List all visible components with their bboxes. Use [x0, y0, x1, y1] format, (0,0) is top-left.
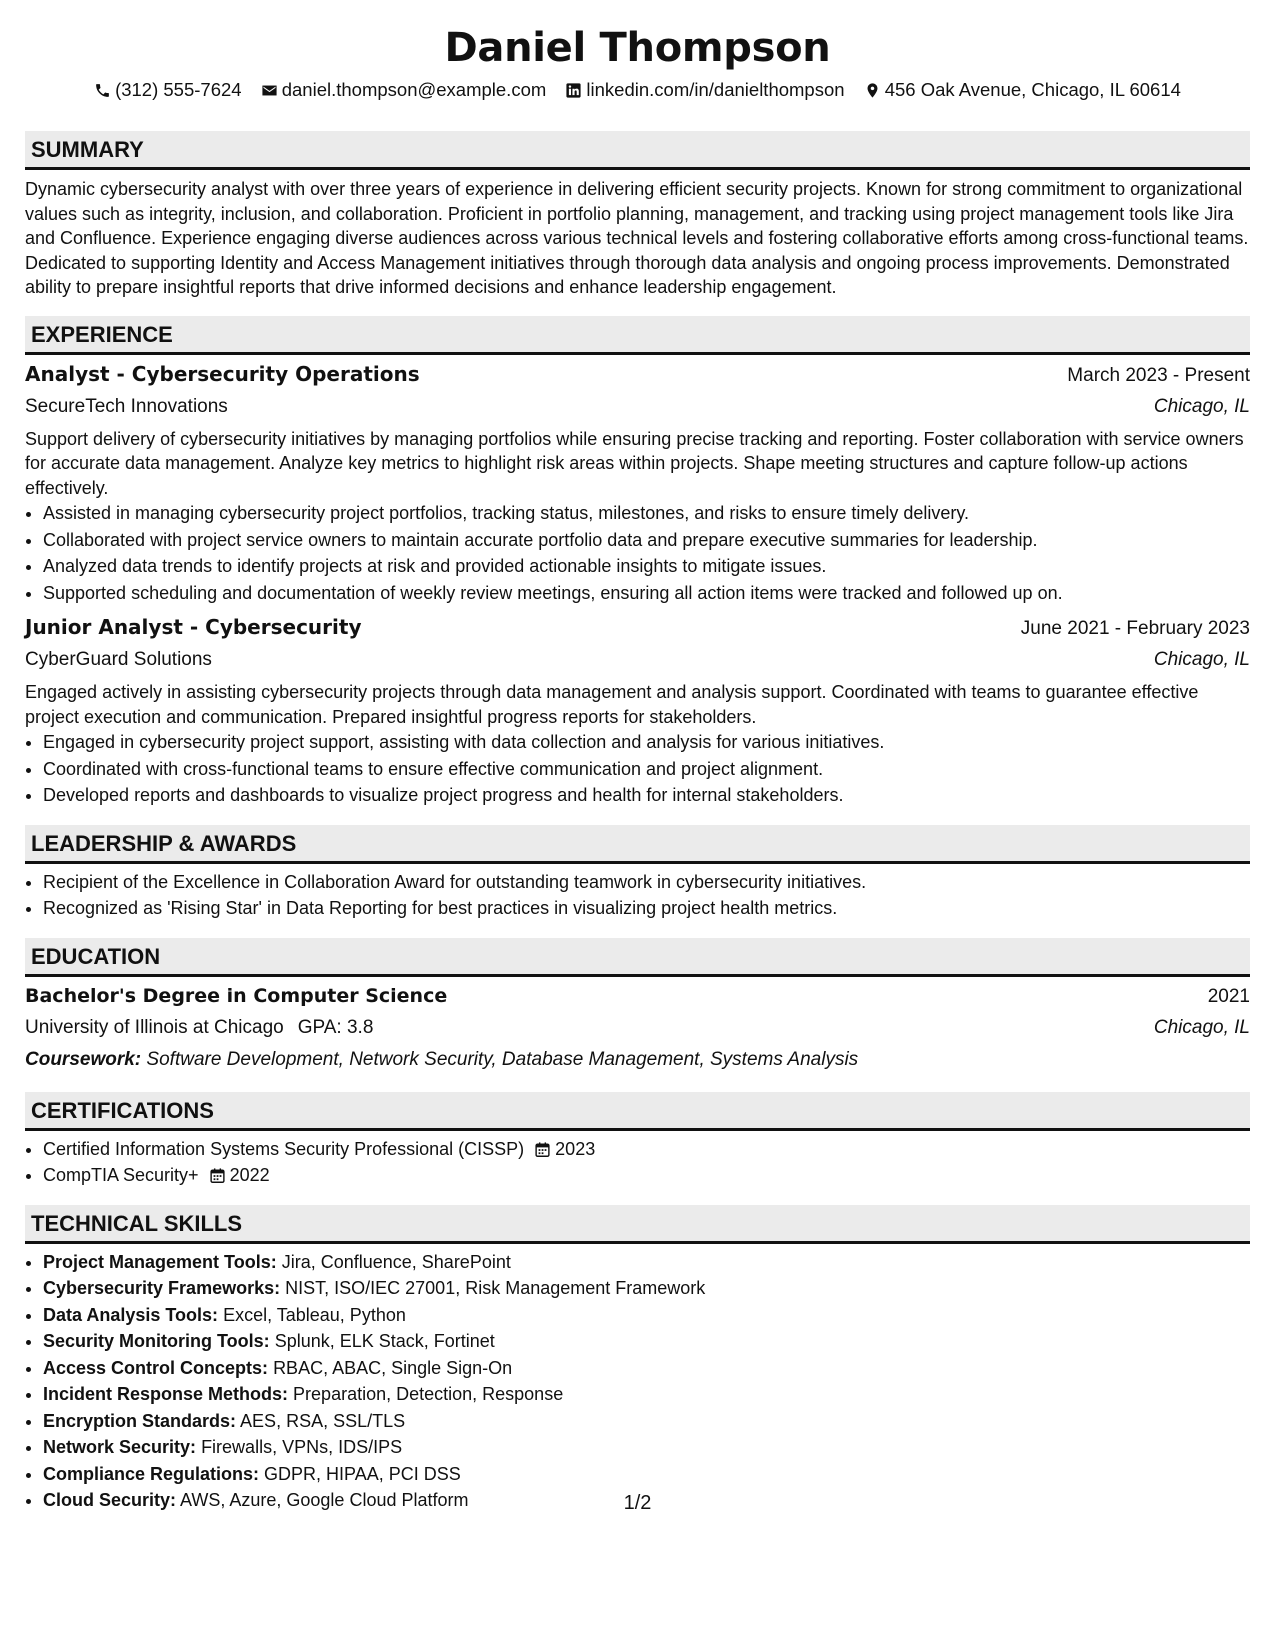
job-location: Chicago, IL: [1153, 649, 1250, 670]
job-title: Junior Analyst - Cybersecurity: [25, 615, 362, 639]
list-item: • Developed reports and dashboards to visualize project progress and health for internal stakeholders.: [43, 782, 1250, 809]
skill-label: Project Management Tools:: [43, 1251, 277, 1272]
section-heading-certifications: CERTIFICATIONS: [25, 1092, 1250, 1131]
job-entry: [25, 359, 1250, 607]
skills-list: [25, 1249, 1250, 1514]
skill-value: NIST, ISO/IEC 27001, Risk Management Framework: [285, 1278, 706, 1298]
certification-year: 2022: [229, 1165, 270, 1185]
page-number: 1/2: [623, 1492, 652, 1514]
contact-bar: [25, 78, 1250, 102]
section-heading-technical-skills: TECHNICAL SKILLS: [25, 1205, 1250, 1244]
job-company: SecureTech Innovations: [25, 395, 228, 417]
phone-text: (312) 555-7624: [115, 79, 242, 100]
job-title: Analyst - Cybersecurity Operations: [25, 361, 420, 386]
contact-phone[interactable]: [94, 78, 242, 102]
list-item: [43, 1162, 1250, 1189]
skill-label: Cybersecurity Frameworks:: [43, 1278, 281, 1298]
contact-email[interactable]: [261, 78, 547, 102]
envelope-icon: [261, 82, 278, 99]
list-item: • Engaged in cybersecurity project support, assisting with data collection and analysis for various initiatives.: [43, 729, 1250, 756]
certification-name: Certified Information Systems Security Professional (CISSP): [43, 1138, 525, 1159]
school-name: University of Illinois at Chicago: [25, 1016, 284, 1038]
list-item: [43, 1355, 1250, 1382]
candidate-name: Daniel Thompson: [444, 25, 831, 71]
summary-text: Dynamic cybersecurity analyst with over three years of experience in delivering efficient security projects. Known for strong commitment to organizational values such as integrity, inclusion, and collaboration. Proficient in portfolio planning, management, and tracking using project management tools like Jira and Confluence. Experience engaging diverse audiences across various technical levels and fostering collaborative efforts among cross-functional teams. Dedicated to supporting Identity and Access Management initiatives through thorough data analysis and ongoing process improvements. Demonstrated ability to prepare insightful reports that drive informed decisions and enhance leadership engagement.: [25, 179, 1249, 297]
map-marker-icon: [864, 82, 881, 99]
gpa: GPA: 3.8: [297, 1016, 374, 1038]
list-item: • Assisted in managing cybersecurity project portfolios, tracking status, milestones, and risks to ensure timely delivery.: [43, 500, 1250, 527]
skill-value: Excel, Tableau, Python: [223, 1304, 406, 1325]
job-bullets: [25, 729, 1250, 809]
skill-label: Security Monitoring Tools:: [43, 1331, 270, 1351]
skill-value: Preparation, Detection, Response: [293, 1384, 564, 1404]
skill-label: Network Security:: [43, 1437, 197, 1457]
skill-label: Compliance Regulations:: [43, 1463, 260, 1484]
list-item: [43, 1461, 1250, 1488]
calendar-icon: [534, 1141, 551, 1158]
degree-title: Bachelor's Degree in Computer Science: [25, 984, 448, 1007]
list-item: [43, 1136, 1250, 1163]
graduation-year: 2021: [1207, 985, 1250, 1007]
list-item: • Coordinated with cross-functional teams to ensure effective communication and project alignment.: [43, 756, 1250, 783]
education-entry: [25, 981, 1250, 1076]
list-item: [43, 1434, 1250, 1461]
skill-value: AWS, Azure, Google Cloud Platform: [180, 1490, 469, 1510]
leadership-list: [25, 869, 1250, 922]
coursework: [25, 1044, 1250, 1076]
job-description: Support delivery of cybersecurity initiatives by managing portfolios while ensuring precise tracking and reporting. Foster collaboration with service owners for accurate data management. Analyze key metrics to highlight risk areas within projects. Shape meeting structures and capture follow-up actions effectively.: [25, 428, 1244, 498]
section-heading-leadership: LEADERSHIP & AWARDS: [25, 825, 1250, 864]
skill-label: Data Analysis Tools:: [43, 1304, 219, 1325]
job-entry: [25, 612, 1250, 809]
calendar-icon: [209, 1167, 226, 1184]
section-heading-education: EDUCATION: [25, 938, 1250, 977]
list-item: [43, 1249, 1250, 1276]
list-item: • Recipient of the Excellence in Collaboration Award for outstanding teamwork in cybersecurity initiatives.: [43, 869, 1250, 896]
job-dates: March 2023 - Present: [1067, 364, 1250, 386]
skill-value: AES, RSA, SSL/TLS: [240, 1410, 406, 1431]
skill-label: Incident Response Methods:: [43, 1384, 289, 1404]
skill-value: GDPR, HIPAA, PCI DSS: [264, 1463, 461, 1484]
skill-label: Access Control Concepts:: [43, 1357, 269, 1378]
job-description: Engaged actively in assisting cybersecurity projects through data management and analysis support. Coordinated with teams to guarantee effective project execution and communication. Prepared insightful progress reports for stakeholders.: [25, 682, 1199, 727]
job-company: CyberGuard Solutions: [25, 649, 212, 670]
contact-address: [864, 78, 1181, 102]
section-heading-experience: EXPERIENCE: [25, 316, 1250, 355]
skill-label: Encryption Standards:: [43, 1410, 237, 1431]
job-dates: June 2021 - February 2023: [1020, 618, 1250, 639]
skill-value: RBAC, ABAC, Single Sign-On: [273, 1357, 513, 1378]
list-item: [43, 1302, 1250, 1329]
certification-year: 2023: [555, 1138, 596, 1159]
job-location: Chicago, IL: [1153, 395, 1250, 417]
job-bullets: [25, 500, 1250, 606]
email-text: daniel.thompson@example.com: [281, 79, 547, 100]
list-item: • Collaborated with project service owners to maintain accurate portfolio data and prepare executive summaries for leadership.: [43, 527, 1250, 554]
skill-label: Cloud Security:: [43, 1490, 177, 1510]
list-item: [43, 1381, 1250, 1408]
school-location: Chicago, IL: [1153, 1016, 1250, 1038]
address-text: 456 Oak Avenue, Chicago, IL 60614: [884, 79, 1181, 100]
list-item: • Recognized as 'Rising Star' in Data Reporting for best practices in visualizing project health metrics.: [43, 895, 1250, 922]
coursework-label: Coursework:: [25, 1048, 142, 1070]
list-item: • Supported scheduling and documentation of weekly review meetings, ensuring all action items were tracked and followed up on.: [43, 580, 1250, 607]
contact-linkedin[interactable]: [565, 78, 844, 102]
skill-value: Firewalls, VPNs, IDS/IPS: [201, 1437, 403, 1457]
list-item: [43, 1408, 1250, 1435]
linkedin-icon: [565, 82, 582, 99]
certification-name: CompTIA Security+: [43, 1165, 199, 1185]
list-item: [43, 1275, 1250, 1302]
section-heading-summary: SUMMARY: [25, 131, 1250, 170]
coursework-list: Software Development, Network Security, Database Management, Systems Analysis: [146, 1048, 859, 1070]
list-item: [43, 1328, 1250, 1355]
certifications-list: [25, 1136, 1250, 1189]
skill-value: Splunk, ELK Stack, Fortinet: [274, 1331, 495, 1351]
linkedin-text: linkedin.com/in/danielthompson: [586, 79, 845, 100]
school-name-and-gpa: [25, 1012, 373, 1044]
skill-value: Jira, Confluence, SharePoint: [281, 1251, 511, 1272]
resume-page: [25, 0, 1250, 1514]
list-item: • Analyzed data trends to identify projects at risk and provided actionable insights to mitigate issues.: [43, 553, 1250, 580]
phone-icon: [94, 82, 111, 99]
